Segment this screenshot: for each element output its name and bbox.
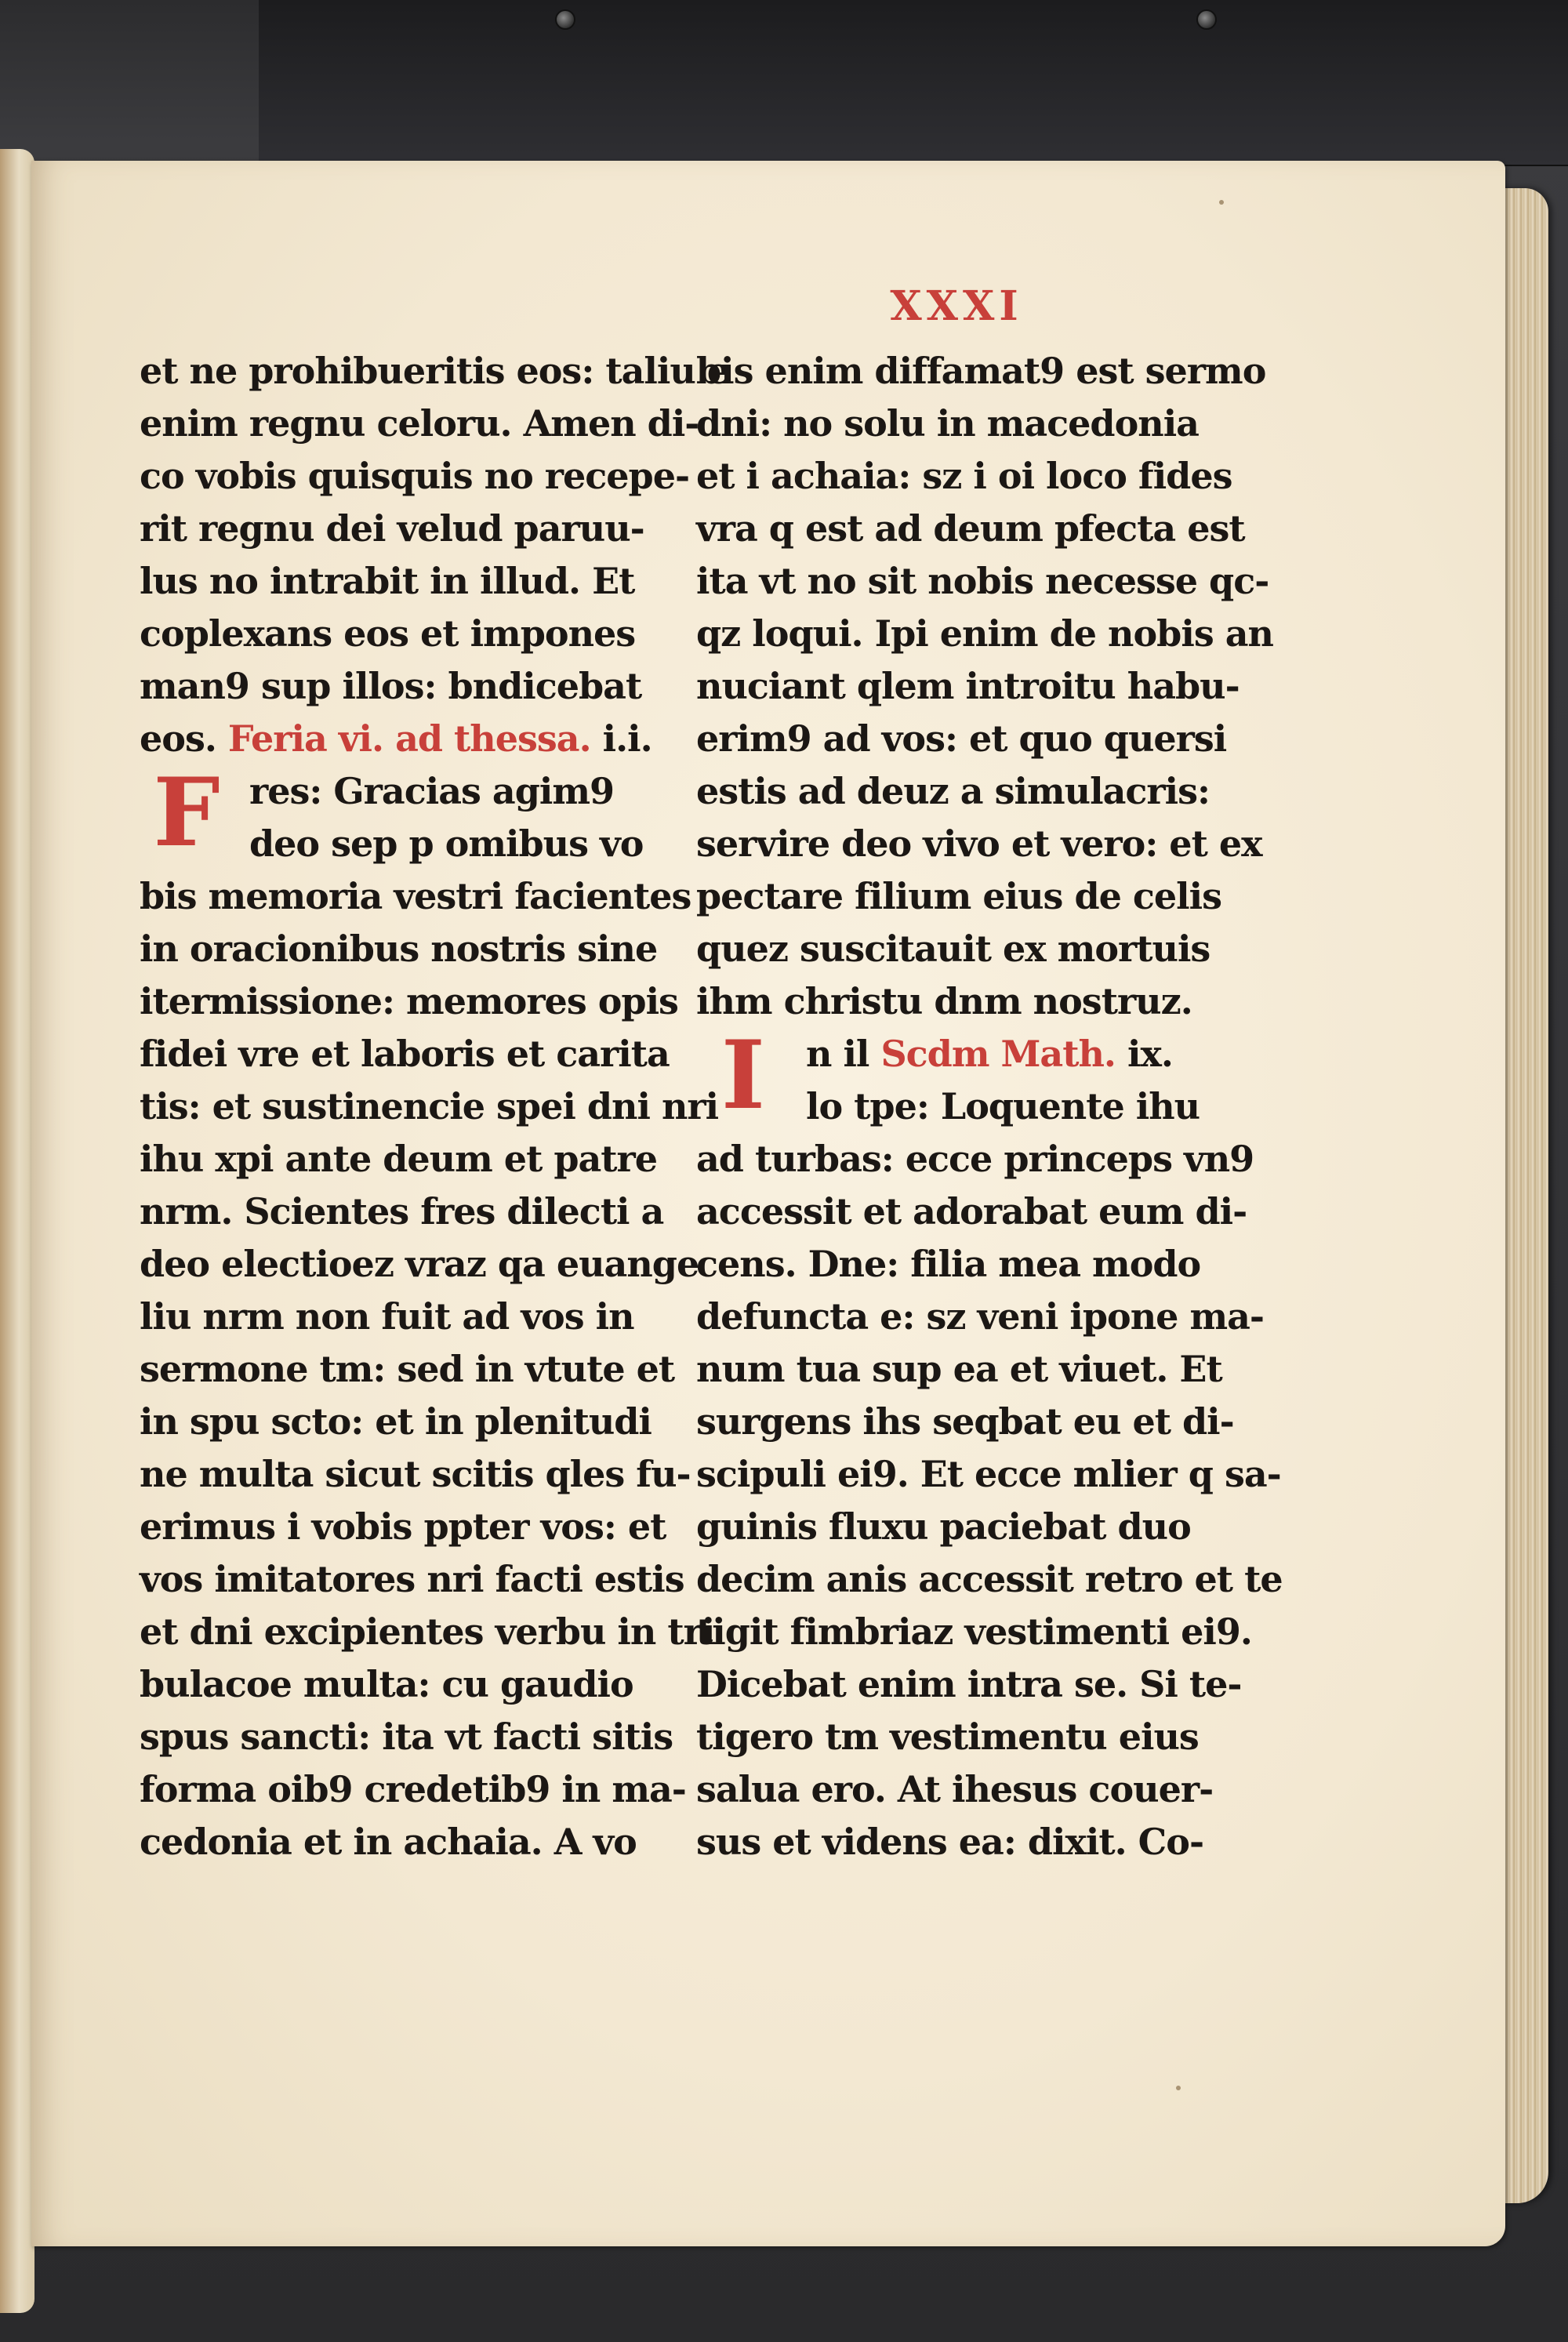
text-line: liu nrm non fuit ad vos in [140, 1295, 634, 1338]
text-line: scipuli ei9. Et ecce mlier q sa- [696, 1453, 1281, 1495]
red-initial-letter: F [153, 757, 220, 868]
text-line: enim regnu celoru. Amen di- [140, 402, 699, 445]
text-line: nrm. Scientes fres dilecti a [140, 1190, 664, 1233]
text-span: i.i. [602, 717, 652, 760]
text-line: et ne prohibueritis eos: taliu e [140, 350, 730, 392]
text-line: coplexans eos et impones [140, 612, 636, 655]
text-line: bis enim diffamat9 est sermo [696, 350, 1266, 392]
paper-speck [1176, 2086, 1181, 2090]
text-line: deo electioez vraz qa euange [140, 1243, 699, 1285]
text-line: estis ad deuz a simulacris: [696, 770, 1210, 812]
text-span: n il [806, 1033, 869, 1075]
text-line: dni: no solu in macedonia [696, 402, 1199, 445]
text-line: rit regnu dei velud paruu- [140, 507, 644, 550]
text-line: tigit fimbriaz vestimenti ei9. [696, 1610, 1252, 1653]
rubric-heading: Feria vi. ad thessa. [227, 717, 591, 760]
left-text-column [140, 345, 730, 1868]
screw-icon [1196, 9, 1217, 30]
text-line: guinis fluxu paciebat duo [696, 1505, 1191, 1548]
text-line: res: Gracias agim9 [249, 770, 615, 812]
text-line: co vobis quisquis no recepe- [140, 455, 690, 497]
text-line: cedonia et in achaia. A vo [140, 1821, 637, 1863]
text-line: fidei vre et laboris et carita [140, 1033, 670, 1075]
text-line: bis memoria vestri facientes [140, 875, 691, 917]
text-span: eos. [140, 717, 216, 760]
text-line: num tua sup ea et viuet. Et [696, 1348, 1222, 1390]
text-line: deo sep p omibus vo [249, 822, 644, 865]
text-line: nuciant qlem introitu habu- [696, 665, 1240, 707]
text-line: spus sancti: ita vt facti sitis [140, 1716, 673, 1758]
text-line: defuncta e: sz veni ipone ma- [696, 1295, 1265, 1338]
text-line: tis: et sustinencie spei dni nri [140, 1085, 719, 1127]
text-line: in oracionibus nostris sine [140, 928, 658, 970]
initial-block [696, 1020, 1200, 1133]
verso-page-edge [0, 149, 34, 2313]
text-line: Dicebat enim intra se. Si te- [696, 1663, 1242, 1705]
text-line: accessit et adorabat eum di- [696, 1190, 1247, 1233]
rubric-heading: Scdm Math. [880, 1033, 1116, 1075]
text-line: ita vt no sit nobis necesse qc- [696, 560, 1269, 602]
text-line: man9 sup illos: bndicebat [140, 665, 642, 707]
text-line: ne multa sicut scitis qles fu- [140, 1453, 691, 1495]
text-line: ad turbas: ecce princeps vn9 [696, 1138, 1254, 1180]
text-line: quez suscitauit ex mortuis [696, 928, 1210, 970]
text-line: bulacoe multa: cu gaudio [140, 1663, 633, 1705]
text-line: lus no intrabit in illud. Et [140, 560, 635, 602]
text-line: itermissione: memores opis [140, 980, 678, 1022]
rubric-line [806, 1028, 1173, 1080]
red-initial-letter: I [720, 1020, 766, 1131]
text-line: ihu xpi ante deum et patre [140, 1138, 658, 1180]
text-line: ihm christu dnm nostruz. [696, 980, 1192, 1022]
text-line: et dni excipientes verbu in tri [140, 1610, 715, 1653]
right-text-column [696, 345, 1283, 1868]
text-line: vra q est ad deum pfecta est [696, 507, 1245, 550]
text-line: servire deo vivo et vero: et ex [696, 822, 1262, 865]
text-line: erimus i vobis ppter vos: et [140, 1505, 666, 1548]
text-line: erim9 ad vos: et quo quersi [696, 717, 1227, 760]
text-line: pectare filium eius de celis [696, 875, 1222, 917]
text-line: forma oib9 credetib9 in ma- [140, 1768, 686, 1810]
initial-block [140, 757, 644, 870]
text-line: lo tpe: Loquente ihu [806, 1085, 1200, 1127]
text-line: surgens ihs seqbat eu et di- [696, 1400, 1234, 1443]
paper-speck [1219, 200, 1224, 205]
text-line: sermone tm: sed in vtute et [140, 1348, 675, 1390]
text-line: decim anis accessit retro et te [696, 1558, 1283, 1600]
text-line: salua ero. At ihesus couer- [696, 1768, 1214, 1810]
text-line: qz loqui. Ipi enim de nobis an [696, 612, 1273, 655]
folio-number: XXXI [890, 282, 1023, 330]
text-line: tigero tm vestimentu eius [696, 1716, 1199, 1758]
text-span: ix. [1127, 1033, 1173, 1075]
text-line: cens. Dne: filia mea modo [696, 1243, 1201, 1285]
text-line: sus et videns ea: dixit. Co- [696, 1821, 1204, 1863]
scanner-plate [259, 0, 1568, 166]
text-line: et i achaia: sz i oi loco fides [696, 455, 1232, 497]
screw-icon [555, 9, 575, 30]
text-line: vos imitatores nri facti estis [140, 1558, 684, 1600]
text-line: in spu scto: et in plenitudi [140, 1400, 652, 1443]
